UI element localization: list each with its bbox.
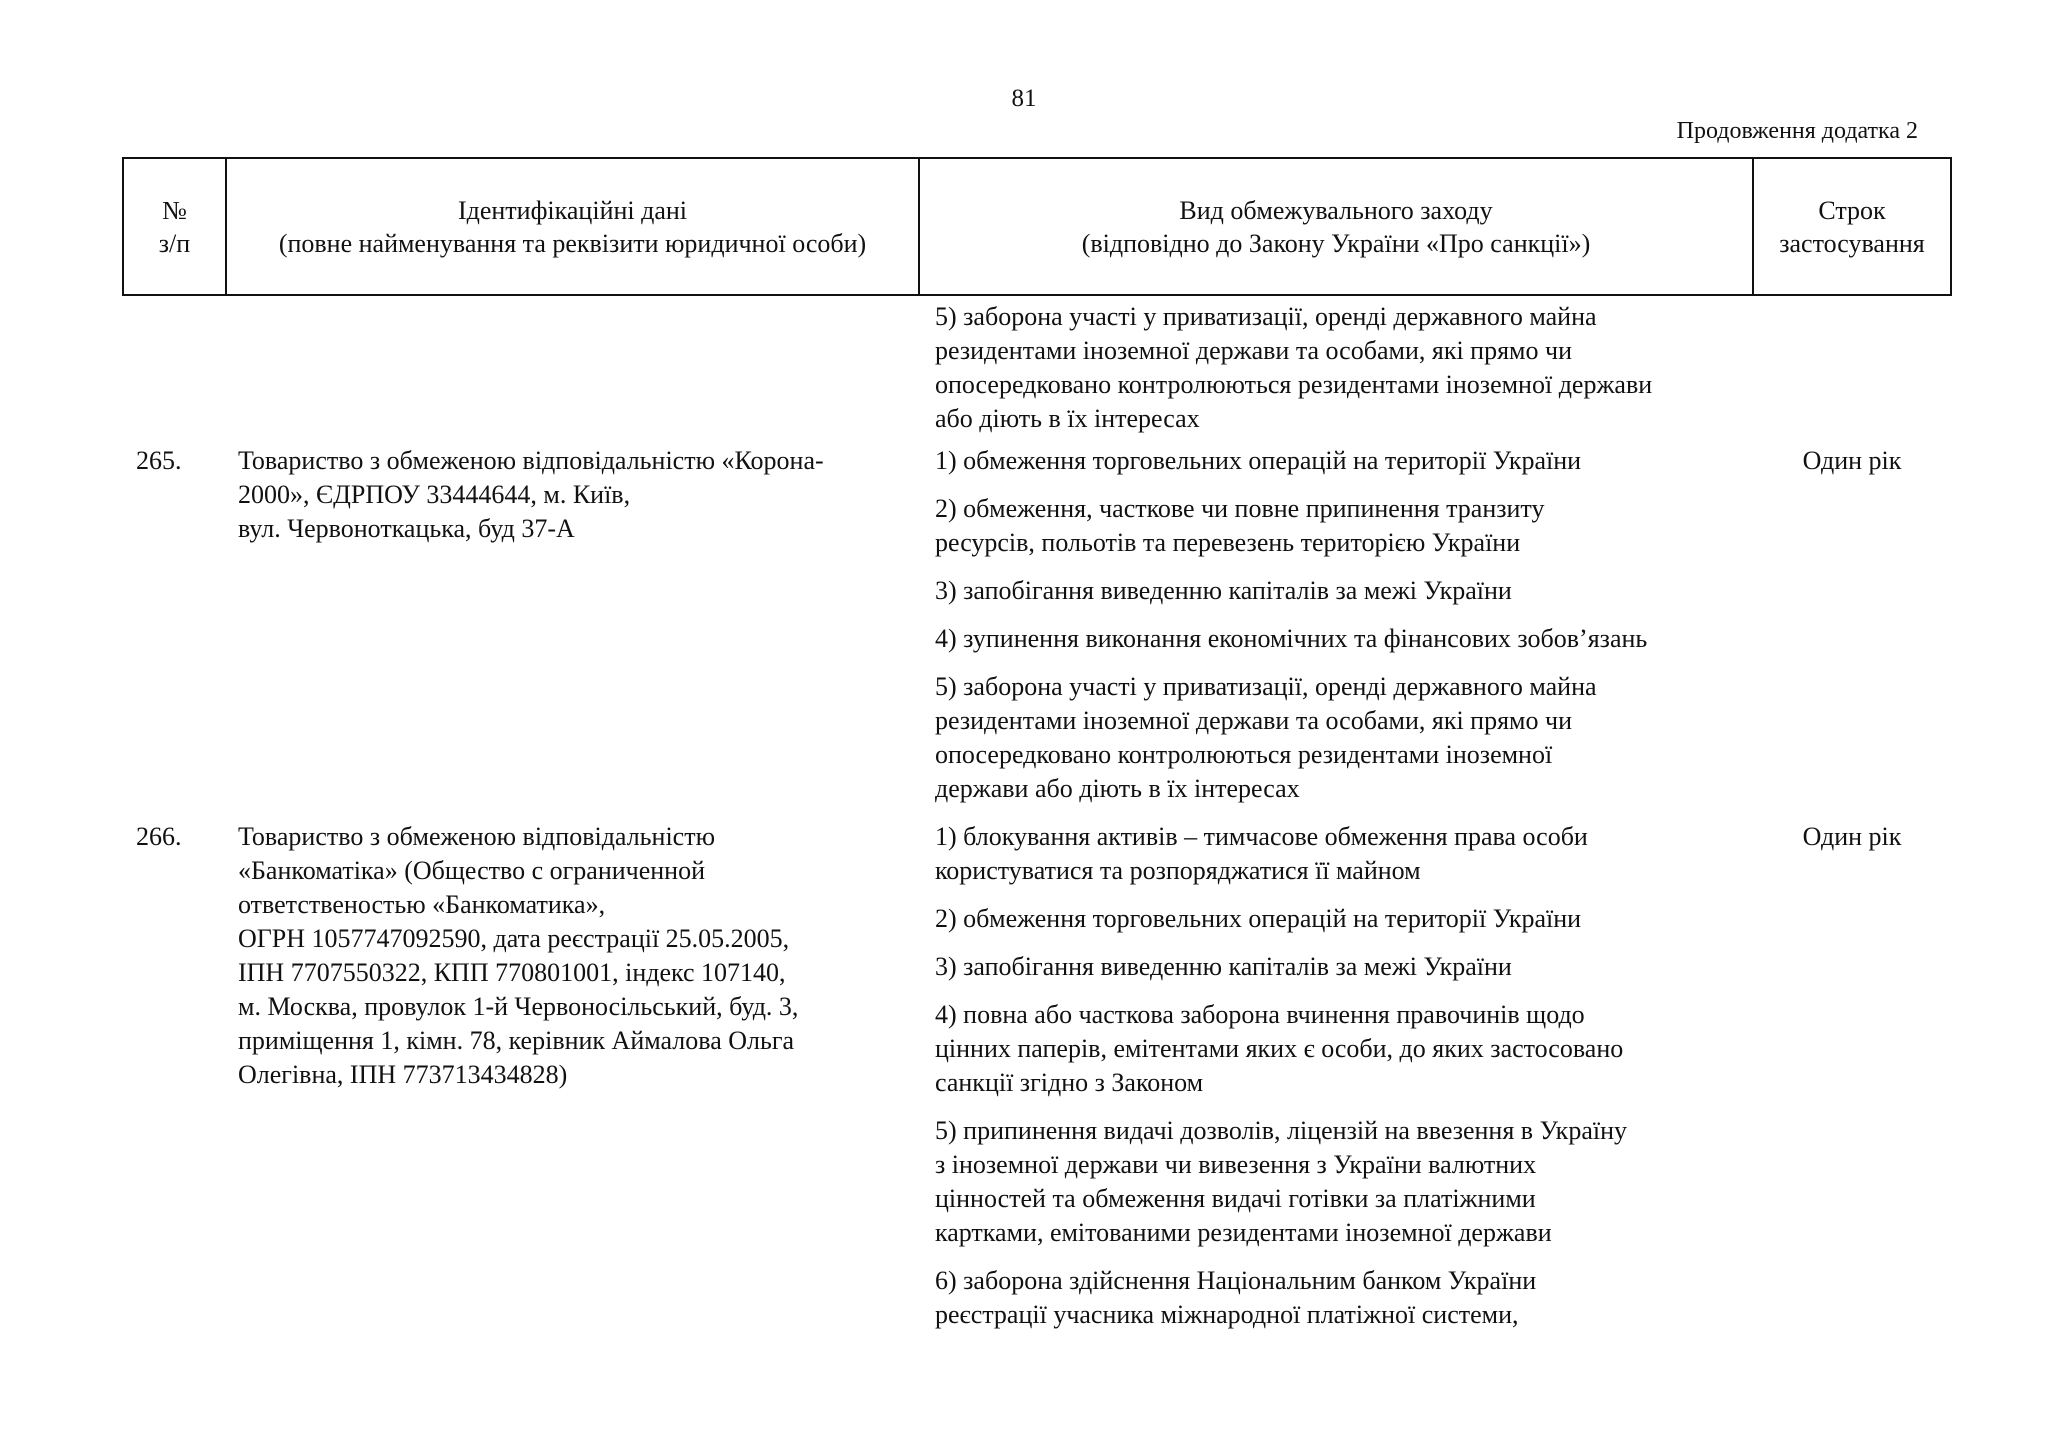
measure-item [935,950,1725,984]
measure-line: ресурсів, польотів та перевезень територією України [935,528,1521,557]
measure-line: цінних паперів, емітентами яких є особи, до яких застосовано [935,1034,1624,1063]
measure-item [935,492,1725,560]
row-ident [238,444,898,546]
measure-line: 5) заборона участі у приватизації, оренді державного майна [935,302,1597,331]
continuation-label: Продовження додатка 2 [1676,118,1918,144]
measure-line: користуватися та розпоряджатися її майном [935,856,1421,885]
row-measures [935,820,1725,1346]
measure-line: держави або діють в їх інтересах [935,774,1300,803]
page-number: 81 [1011,85,1037,112]
measure-line: 3) запобігання виведенню капіталів за межі України [935,952,1512,981]
header-kind-line-1: Вид обмежувального заходу [1179,195,1493,225]
measure-line: картками, емітованими резидентами іноземної держави [935,1218,1552,1247]
measure-item [935,998,1725,1100]
measure-item [935,1264,1725,1332]
ident-line: Товариство з обмеженою відповідальністю [238,822,715,851]
row-term: Один рік [1802,822,1902,851]
measure-line: цінностей та обмеження видачі готівки за платіжними [935,1184,1536,1213]
ident-line: 2000», ЄДРПОУ 33444644, м. Київ, [238,480,631,509]
measure-line: або діють в їх інтересах [935,404,1200,433]
header-term-line-1: Строк [1818,195,1886,225]
row-number: 265. [136,446,182,475]
measure-line: опосередковано контролюються резидентами іноземної держави [935,370,1653,399]
ident-line: вул. Червоноткацька, буд 37-А [238,514,575,543]
ident-line: приміщення 1, кімн. 78, керівник Аймалова Ольга [238,1026,795,1055]
measure-line: 1) блокування активів – тимчасове обмеження права особи [935,822,1588,851]
measure-line: санкції згідно з Законом [935,1068,1204,1097]
measure-line: 2) обмеження торговельних операцій на території України [935,904,1582,933]
header-num-line-2: з/п [158,228,191,258]
ident-line: ІПН 7707550322, КПП 770801001, індекс 107140, [238,958,786,987]
measure-line: 5) припинення видачі дозволів, ліцензій на ввезення в Україну [935,1116,1627,1145]
header-term [1754,159,1950,294]
measure-line: опосередковано контролюються резидентами іноземної [935,740,1553,769]
measure-item [935,574,1725,608]
measure-item [935,820,1725,888]
measure-line: 2) обмеження, часткове чи повне припинення транзиту [935,494,1545,523]
measure-item [935,1114,1725,1250]
table-header [122,157,1952,296]
ident-line: Олегівна, ІПН 773713434828) [238,1060,568,1089]
header-ident-line-1: Ідентифікаційні дані [457,195,688,225]
header-kind [920,159,1754,294]
row-term: Один рік [1802,446,1902,475]
measure-line: 1) обмеження торговельних операцій на території України [935,446,1582,475]
measure-line: резидентами іноземної держави та особами, які прямо чи [935,336,1572,365]
measure-line: з іноземної держави чи вивезення з України валютних [935,1150,1537,1179]
ident-line: ОГРН 1057747092590, дата реєстрації 25.05.2005, [238,924,790,953]
row-ident [238,820,898,1092]
measure-item [935,902,1725,936]
measure-line: 4) повна або часткова заборона вчинення правочинів щодо [935,1000,1585,1029]
ident-line: «Банкоматіка» (Общество с ограниченной [238,856,706,885]
measure-line: 3) запобігання виведенню капіталів за межі України [935,576,1512,605]
measure-line: 5) заборона участі у приватизації, оренді державного майна [935,672,1597,701]
ident-line: Товариство з обмеженою відповідальністю «Корона- [238,446,824,475]
header-term-line-2: застосування [1779,228,1925,258]
header-num [124,159,227,294]
measure-line: 6) заборона здійснення Національним банком України [935,1266,1537,1295]
header-ident-line-2: (повне найменування та реквізити юридичної особи) [278,228,867,258]
header-num-line-1: № [162,195,187,225]
measure-item [935,444,1725,478]
header-kind-line-2: (відповідно до Закону України «Про санкції») [1081,228,1591,258]
carryover-measures [935,300,1725,450]
row-number: 266. [136,822,182,851]
row-measures [935,444,1725,820]
measure-line: 4) зупинення виконання економічних та фінансових зобов’язань [935,624,1648,653]
measure-item [935,622,1725,656]
measure-item [935,300,1725,436]
ident-line: ответственостью «Банкоматика», [238,890,606,919]
measure-item [935,670,1725,806]
header-ident [227,159,920,294]
ident-line: м. Москва, провулок 1-й Червоносільський, буд. 3, [238,992,799,1021]
measure-line: реєстрації учасника міжнародної платіжної системи, [935,1300,1519,1329]
measure-line: резидентами іноземної держави та особами, які прямо чи [935,706,1572,735]
